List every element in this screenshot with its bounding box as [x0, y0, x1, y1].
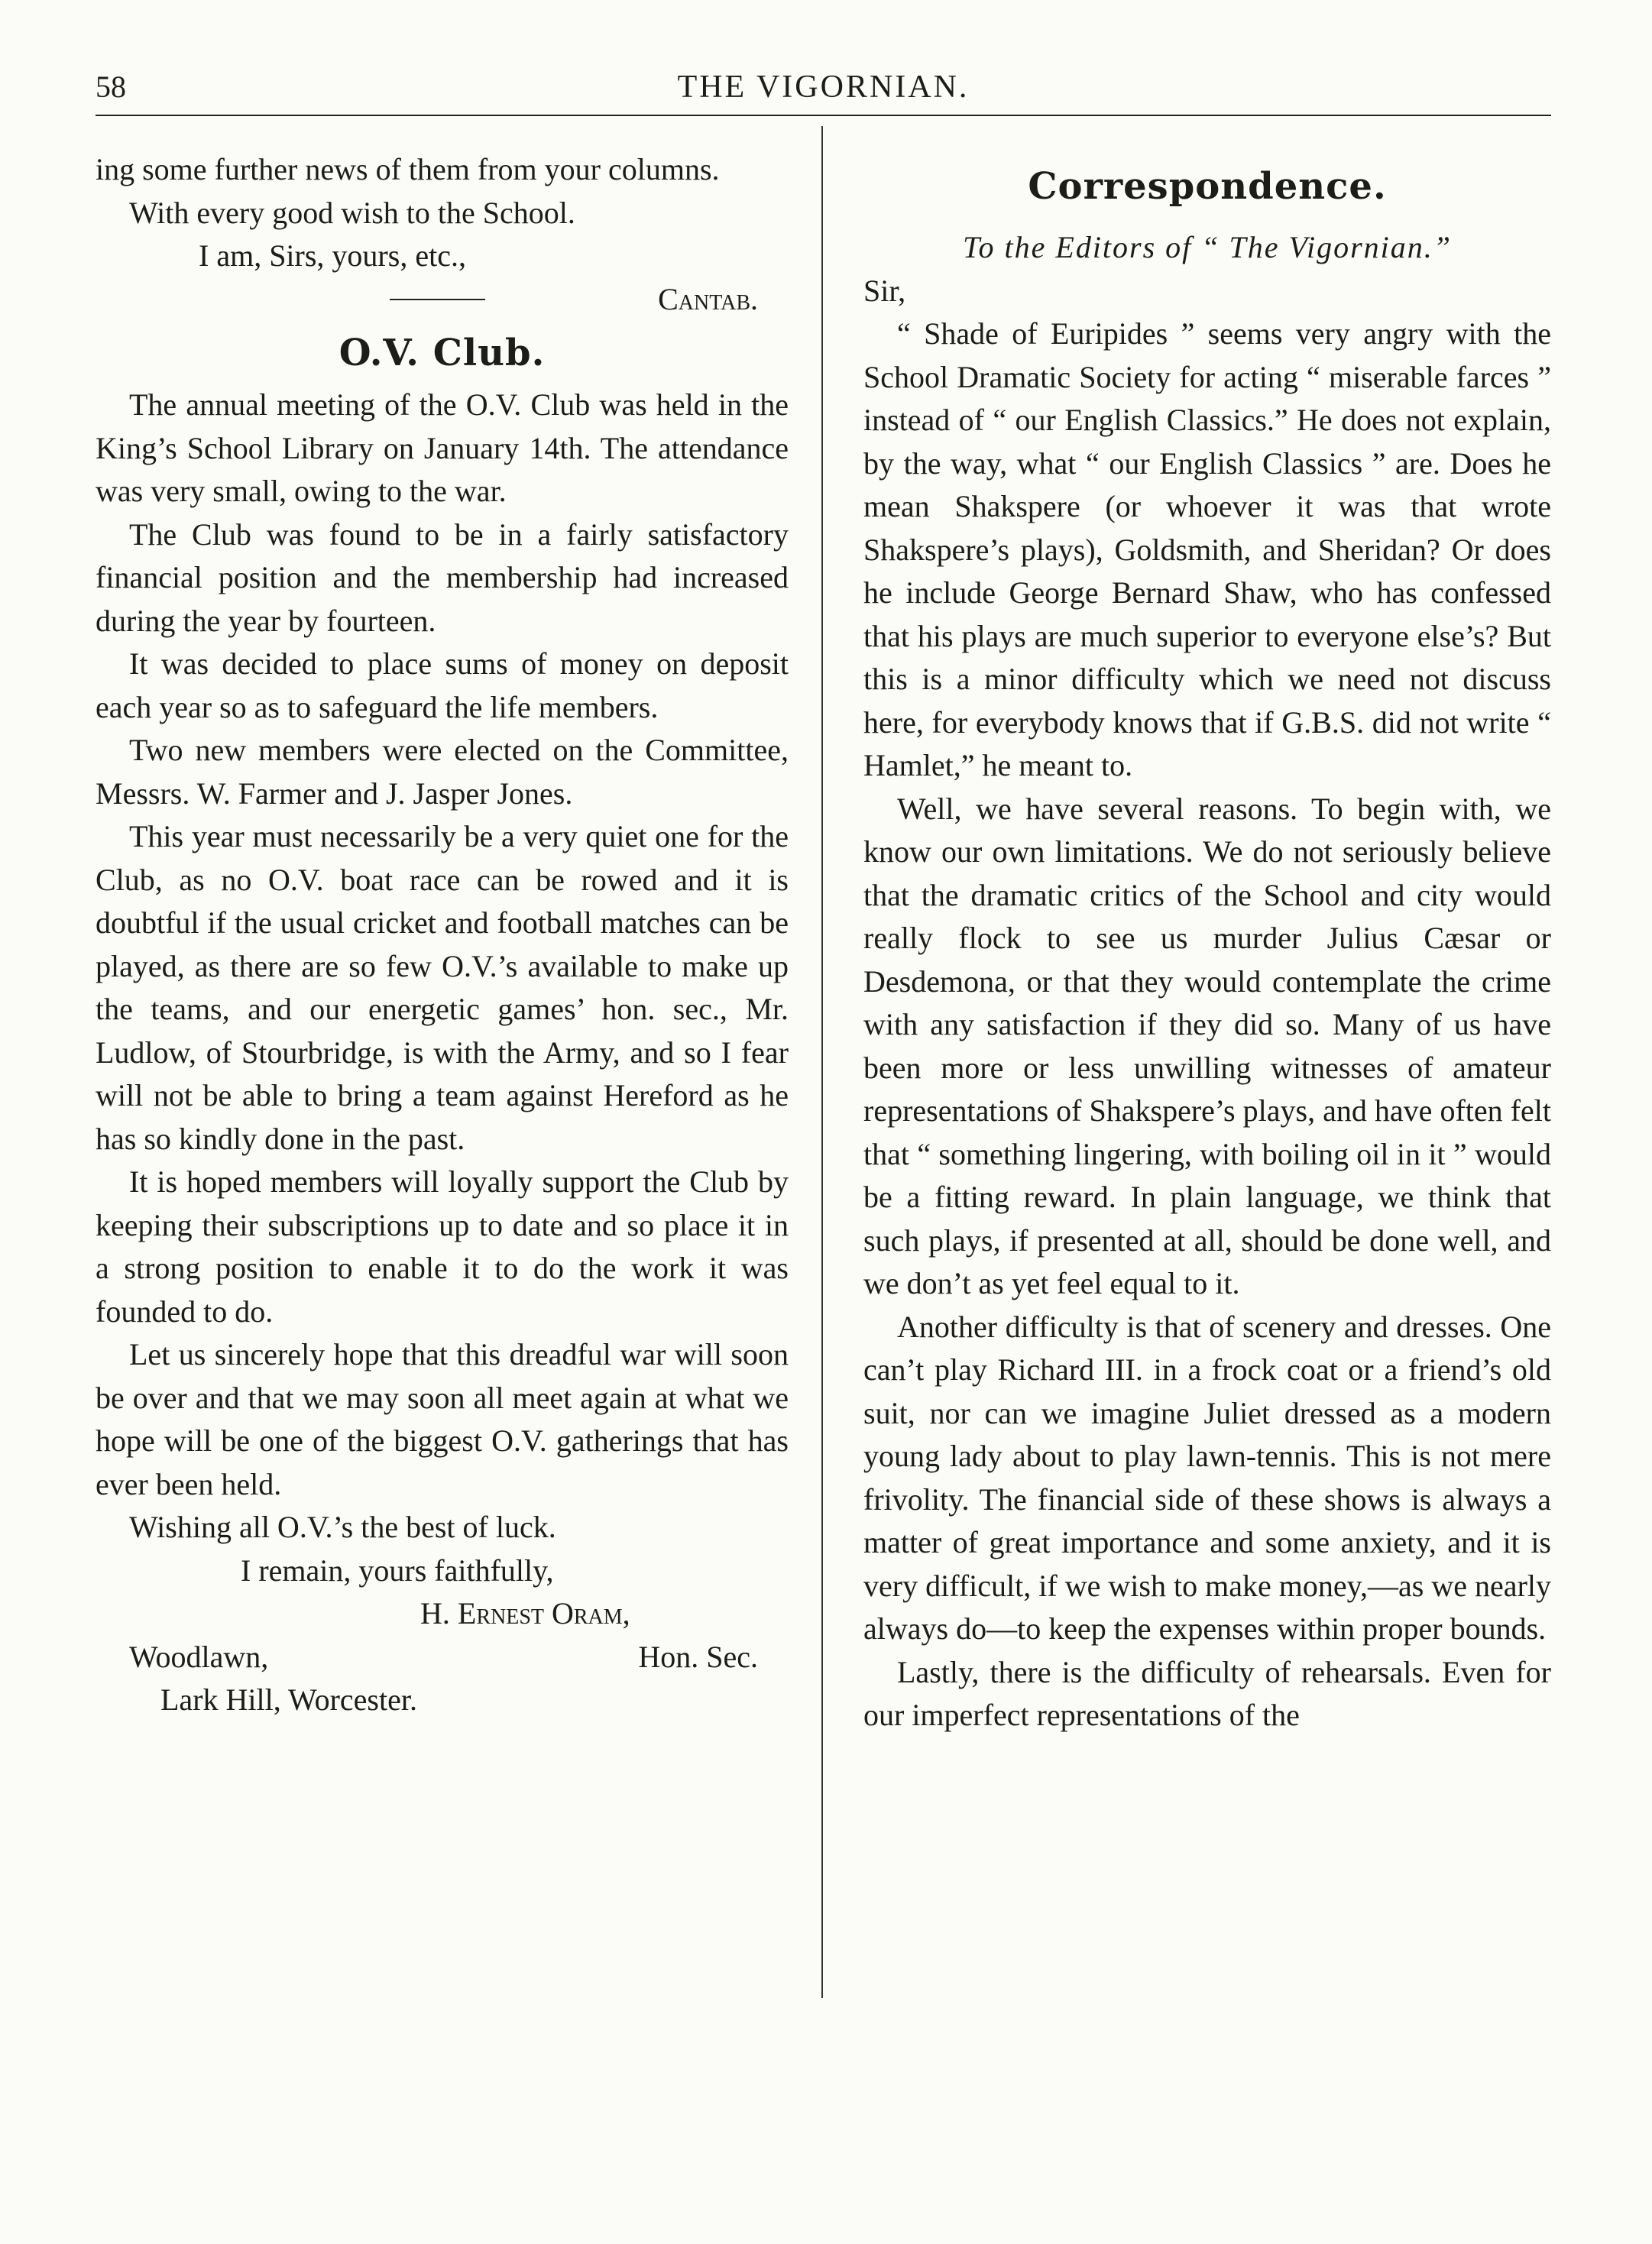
signature-dash	[390, 299, 485, 300]
letter-signature: Cantab.	[658, 281, 758, 316]
ov-club-paragraph: It is hoped members will loyally support the Club by keeping their subscriptions up to date and so place it in a strong position to enable it to do the work it was founded to do.	[96, 1164, 789, 1329]
ov-club-paragraph: The annual meeting of the O.V. Club was held in the King’s School Library on January 14th. The attendance was very small, owing to the war.	[96, 387, 789, 508]
page-number: 58	[96, 70, 126, 104]
ov-club-role: Hon. Sec.	[638, 1639, 758, 1674]
letter-signature-line	[96, 278, 789, 322]
ov-club-closing: I remain, yours faithfully,	[241, 1553, 554, 1588]
right-column	[863, 148, 1551, 1737]
ov-club-paragraph: It was decided to place sums of money on deposit each year so as to safeguard the life members.	[96, 646, 789, 724]
header-rule	[96, 115, 1551, 116]
running-title: THE VIGORNIAN.	[677, 70, 970, 105]
correspondence-heading: Correspondence.	[1028, 165, 1387, 208]
ov-club-paragraph: Two new members were elected on the Committee, Messrs. W. Farmer and J. Jasper Jones.	[96, 733, 789, 811]
correspondence-salutation: Sir,	[863, 273, 906, 308]
column-divider	[821, 126, 823, 1998]
letter-wish: With every good wish to the School.	[129, 195, 575, 230]
correspondence-paragraph: Lastly, there is the difficulty of rehearsals. Even for our imperfect representations of the	[863, 1654, 1551, 1732]
ov-club-paragraph: This year must necessarily be a very quiet one for the Club, as no O.V. boat race can be rowed and it is doubtful if the usual cricket and football matches can be played, as there are so few O.V.’s available to make up the teams, and our energetic games’ hon. sec., Mr. Ludlow, of Stourbridge, is with the Army, and so I fear will not be able to bring a team against Hereford as he has so kindly done in the past.	[96, 819, 789, 1156]
correspondence-to-line: To the Editors of “ The Vigornian.”	[962, 230, 1453, 264]
correspondence-paragraph: Well, we have several reasons. To begin with, we know our own limitations. We do not seriously believe that the dramatic critics of the School and city would really flock to see us murder Julius Cæsar or Desdemona, or that they would contemplate the crime with any satisfaction if they did so. Many of us have been more or less unwilling witnesses of amateur representations of Shakspere’s plays, and have often felt that “ something lingering, with boiling oil in it ” would be a fitting reward. In plain language, we think that such plays, if presented at all, should be done well, and we don’t as yet feel equal to it.	[863, 791, 1551, 1300]
ov-club-paragraph: Let us sincerely hope that this dreadful war will soon be over and that we may soon all meet again at what we hope will be one of the biggest O.V. gatherings that has ever been held.	[96, 1337, 789, 1501]
ov-club-paragraph: The Club was found to be in a fairly satisfactory financial position and the membership had increased during the year by fourteen.	[96, 516, 789, 638]
letter-continuation: ing some further news of them from your columns.	[96, 152, 720, 186]
left-column	[96, 148, 789, 1722]
ov-club-address-line	[96, 1636, 789, 1679]
ov-club-heading: O.V. Club.	[338, 332, 546, 374]
letter-closing: I am, Sirs, yours, etc.,	[199, 238, 466, 273]
ov-club-address-2: Lark Hill, Worcester.	[160, 1682, 417, 1717]
correspondence-paragraph: “ Shade of Euripides ” seems very angry with the School Dramatic Society for acting “ miserable farces ” instead of “ our English Classics.” He does not explain, by the way, what “ our English Classics ” are. Does he mean Shakspere (or whoever it was that wrote Shakspere’s plays), Goldsmith, and Sheridan? Or does he include George Bernard Shaw, who has confessed that his plays are much superior to everyone else’s? But this is a minor difficulty which we need not discuss here, for everybody knows that if G.B.S. did not write “ Hamlet,” he meant to.	[863, 316, 1551, 782]
ov-club-address-1: Woodlawn,	[129, 1639, 269, 1674]
page-header	[96, 69, 1551, 115]
ov-club-signature: H. Ernest Oram,	[420, 1596, 630, 1630]
ov-club-paragraph: Wishing all O.V.’s the best of luck.	[129, 1510, 556, 1544]
correspondence-paragraph: Another difficulty is that of scenery and dresses. One can’t play Richard III. in a frock coat or a friend’s old suit, nor can we imagine Juliet dressed as a modern young lady about to play lawn-tennis. This is not mere frivolity. The financial side of these shows is always a matter of great importance and some anxiety, and it is very difficult, if we wish to make money,—as we nearly always do—to keep the expenses within proper bounds.	[863, 1309, 1551, 1646]
